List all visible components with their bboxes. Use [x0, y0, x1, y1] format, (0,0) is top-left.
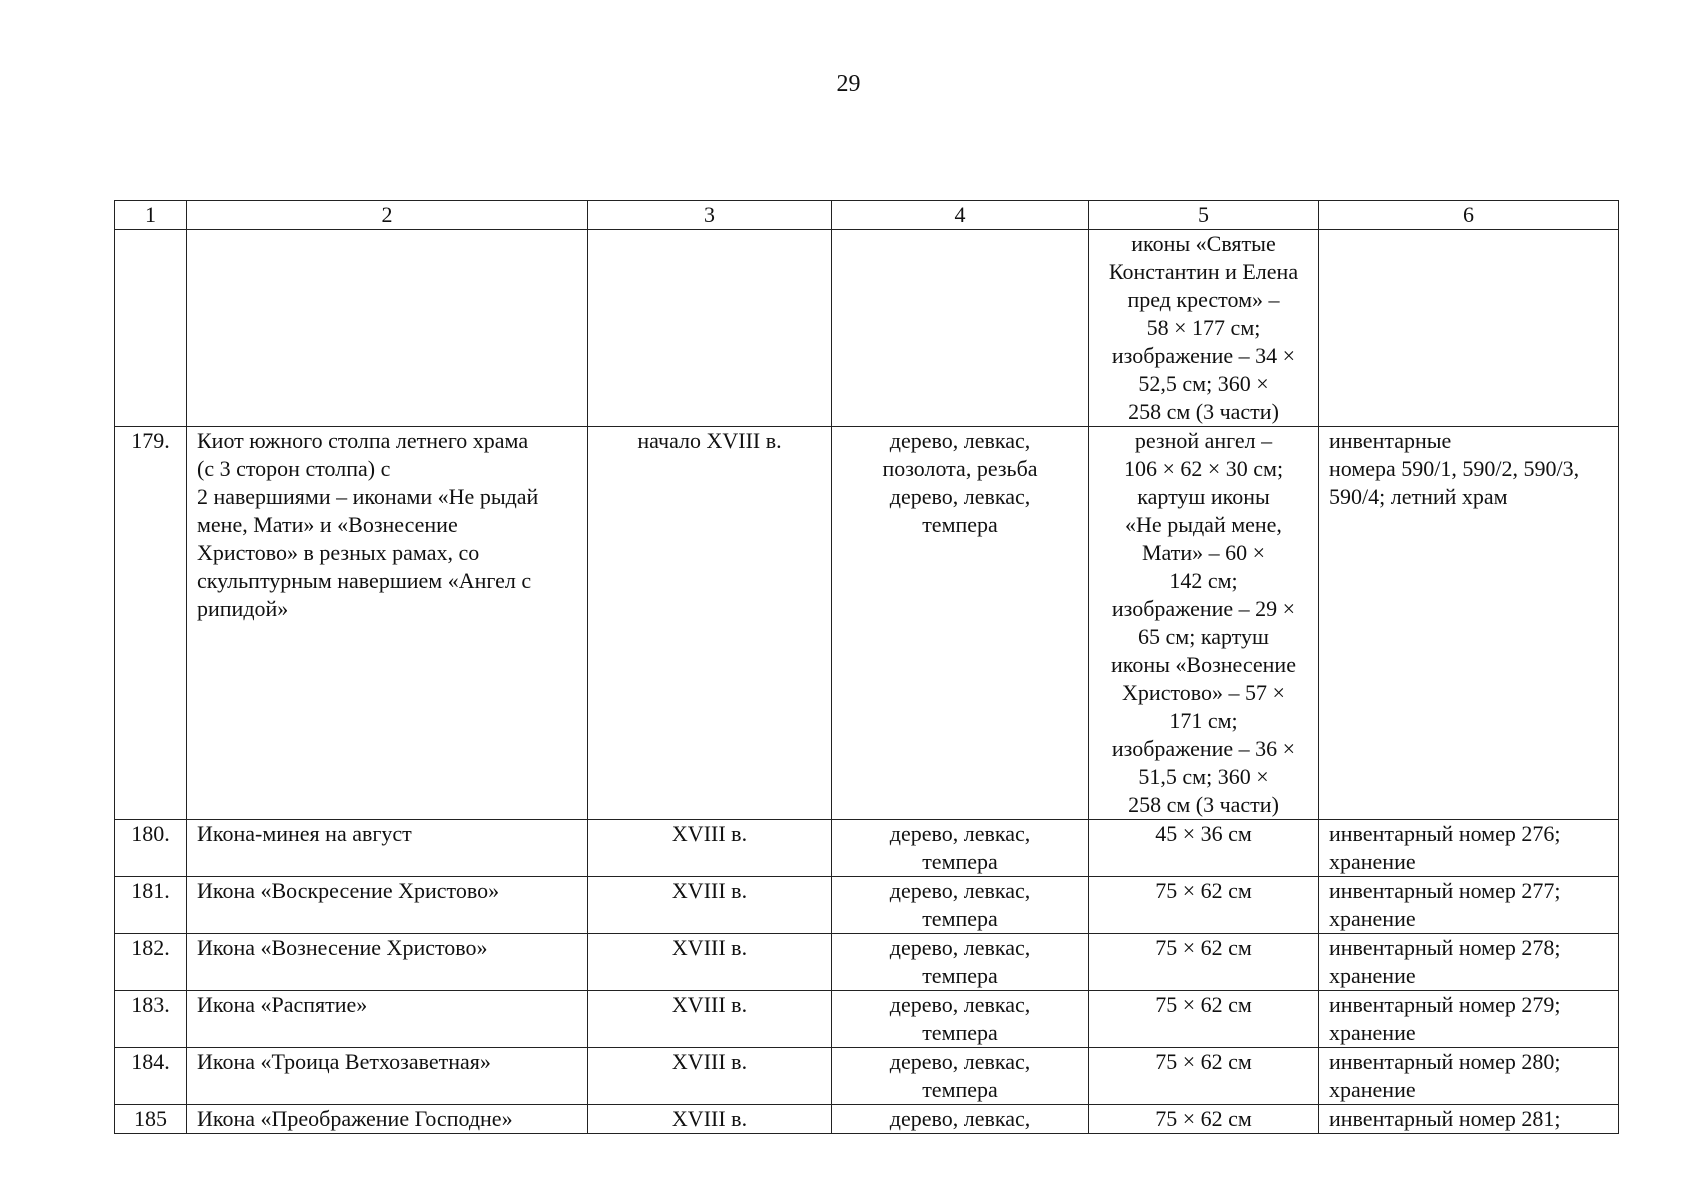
table-row — [115, 991, 1619, 1048]
note-cell: инвентарный номер 278; хранение — [1319, 934, 1619, 991]
dimensions-cell: 75 × 62 см — [1089, 991, 1319, 1048]
dimensions-cell: резной ангел – 106 × 62 × 30 см; картуш иконы «Не рыдай мене, Мати» – 60 × 142 см; изображение – 29 × 65 см; картуш иконы «Вознесение Христово» – 57 × 171 см; изображение – 36 × 51,5 см; 360 × 258 см (3 части) — [1089, 427, 1319, 820]
dating-cell: начало XVIII в. — [588, 427, 832, 820]
row-number-cell — [115, 230, 187, 427]
material-cell: дерево, левкас, — [832, 1105, 1089, 1134]
note-cell: инвентарный номер 280; хранение — [1319, 1048, 1619, 1105]
column-header-4: 4 — [832, 201, 1089, 230]
dating-cell — [588, 230, 832, 427]
material-cell: дерево, левкас, темпера — [832, 934, 1089, 991]
material-cell: дерево, левкас, позолота, резьба дерево, левкас, темпера — [832, 427, 1089, 820]
object-name-cell: Икона «Преображение Господне» — [187, 1105, 588, 1134]
row-number-cell: 180. — [115, 820, 187, 877]
dimensions-cell: 75 × 62 см — [1089, 1048, 1319, 1105]
dimensions-cell: 45 × 36 см — [1089, 820, 1319, 877]
dimensions-cell: 75 × 62 см — [1089, 934, 1319, 991]
row-number-cell: 185 — [115, 1105, 187, 1134]
column-header-3: 3 — [588, 201, 832, 230]
dating-cell: XVIII в. — [588, 820, 832, 877]
heritage-register-table — [114, 200, 1619, 1134]
column-header-6: 6 — [1319, 201, 1619, 230]
table-row — [115, 1105, 1619, 1134]
note-cell: инвентарный номер 277; хранение — [1319, 877, 1619, 934]
table-row — [115, 820, 1619, 877]
column-number-row — [115, 201, 1619, 230]
dimensions-cell: 75 × 62 см — [1089, 877, 1319, 934]
object-name-cell: Икона «Троица Ветхозаветная» — [187, 1048, 588, 1105]
material-cell: дерево, левкас, темпера — [832, 991, 1089, 1048]
object-name-cell: Киот южного столпа летнего храма (с 3 сторон столпа) с 2 навершиями – иконами «Не рыдай мене, Мати» и «Вознесение Христово» в резных рамах, со скульптурным навершием «Ангел с рипидой» — [187, 427, 588, 820]
row-number-cell: 182. — [115, 934, 187, 991]
object-name-cell: Икона «Воскресение Христово» — [187, 877, 588, 934]
table-row — [115, 230, 1619, 427]
dating-cell: XVIII в. — [588, 877, 832, 934]
object-name-cell: Икона «Распятие» — [187, 991, 588, 1048]
material-cell: дерево, левкас, темпера — [832, 820, 1089, 877]
dating-cell: XVIII в. — [588, 934, 832, 991]
material-cell: дерево, левкас, темпера — [832, 877, 1089, 934]
note-cell — [1319, 230, 1619, 427]
object-name-cell: Икона «Вознесение Христово» — [187, 934, 588, 991]
table-row — [115, 427, 1619, 820]
dating-cell: XVIII в. — [588, 991, 832, 1048]
table-row — [115, 1048, 1619, 1105]
material-cell: дерево, левкас, темпера — [832, 1048, 1089, 1105]
row-number-cell: 181. — [115, 877, 187, 934]
row-number-cell: 184. — [115, 1048, 187, 1105]
note-cell: инвентарный номер 279; хранение — [1319, 991, 1619, 1048]
dimensions-cell: иконы «Святые Константин и Елена пред крестом» – 58 × 177 см; изображение – 34 × 52,5 см; 360 × 258 см (3 части) — [1089, 230, 1319, 427]
page-number: 29 — [836, 71, 861, 97]
note-cell: инвентарные номера 590/1, 590/2, 590/3, 590/4; летний храм — [1319, 427, 1619, 820]
object-name-cell: Икона-минея на август — [187, 820, 588, 877]
column-header-5: 5 — [1089, 201, 1319, 230]
object-name-cell — [187, 230, 588, 427]
column-header-1: 1 — [115, 201, 187, 230]
note-cell: инвентарный номер 276; хранение — [1319, 820, 1619, 877]
table-row — [115, 934, 1619, 991]
row-number-cell: 183. — [115, 991, 187, 1048]
dimensions-cell: 75 × 62 см — [1089, 1105, 1319, 1134]
note-cell: инвентарный номер 281; — [1319, 1105, 1619, 1134]
dating-cell: XVIII в. — [588, 1048, 832, 1105]
dating-cell: XVIII в. — [588, 1105, 832, 1134]
table-row — [115, 877, 1619, 934]
material-cell — [832, 230, 1089, 427]
column-header-2: 2 — [187, 201, 588, 230]
row-number-cell: 179. — [115, 427, 187, 820]
